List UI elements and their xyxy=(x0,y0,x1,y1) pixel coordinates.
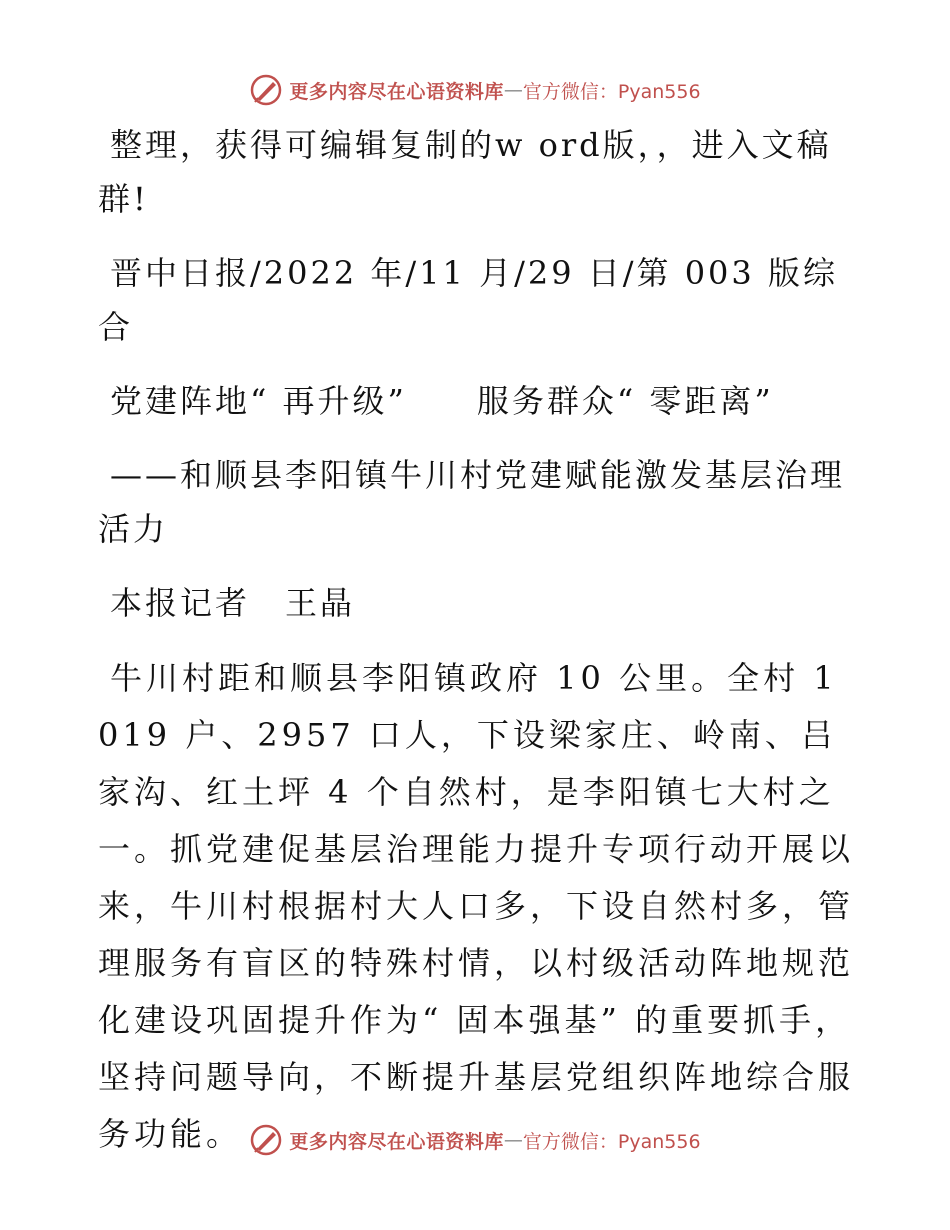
banner-wechat: 官方微信：Pyan556 xyxy=(522,1130,701,1153)
footer-watermark-banner xyxy=(0,1120,950,1160)
intro-text: 整理，获得可编辑复制的w ord版，，进入文稿群! xyxy=(98,126,832,218)
banner-separator: — xyxy=(503,1129,523,1151)
quill-pen-logo-icon xyxy=(249,1123,283,1157)
banner-wechat: 官方微信：Pyan556 xyxy=(522,80,701,103)
header-watermark-banner xyxy=(0,70,950,110)
quill-pen-logo-icon xyxy=(249,73,283,107)
banner-separator: — xyxy=(503,79,523,101)
body-paragraph: 牛川村距和顺县李阳镇政府 10 公里。全村 1019 户、2957 口人，下设梁家庄、岭南、吕家沟、红土坪 4 个自然村，是李阳镇七大村之一。抓党建促基层治理能力提升专项行动开展以来，牛川村根据村大人口多，下设自然村多，管理服务有盲区的特殊村情，以村级活动阵地规范化建设巩固提升作为“ 固本强基” 的重要抓手，坚持问题导向，不断提升基层党组织阵地综合服务功能。 xyxy=(98,659,855,1153)
banner-text: 更多内容尽在心语资料库 xyxy=(289,80,504,103)
byline: 本报记者 王晶 xyxy=(110,584,356,622)
banner-text: 更多内容尽在心语资料库 xyxy=(289,1130,504,1153)
subheadline: ——和顺县李阳镇牛川村党建赋能激发基层治理活力 xyxy=(98,456,846,548)
document-body xyxy=(98,118,858,1183)
headline: 党建阵地“ 再升级” 服务群众“ 零距离” xyxy=(110,382,774,420)
source-line: 晋中日报/2022 年/11 月/29 日/第 003 版综合 xyxy=(98,254,838,346)
